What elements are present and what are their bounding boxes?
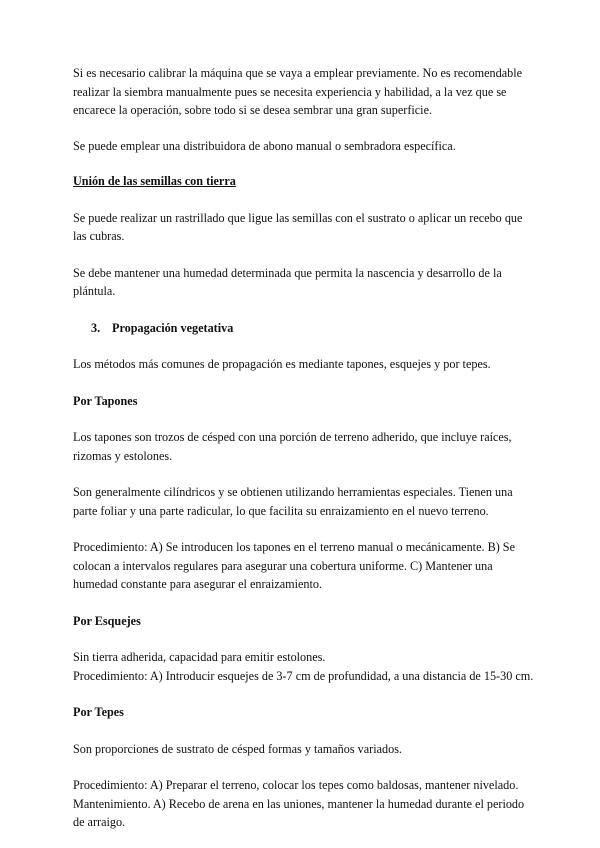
paragraph-tapones-shape: Son generalmente cilíndricos y se obtienen utilizando herramientas especiales. Tienen una parte foliar y una parte radicular, lo que facilita su enraizamiento en el nuevo terreno. — [73, 485, 513, 518]
heading-number: 3. — [91, 320, 101, 335]
paragraph-humidity: Se debe mantener una humedad determinada que permita la nascencia y desarrollo de la plántula. — [73, 265, 502, 298]
heading-tapones: Por Tapones — [73, 393, 138, 408]
paragraph-tapones-definition: Los tapones son trozos de césped con una porción de terreno adherido, que incluye raíces, rizomas y estolones. — [73, 430, 512, 463]
paragraph-tepes-definition: Son proporciones de sustrato de césped formas y tamaños variados. — [73, 741, 402, 756]
paragraph-tepes-procedure: Procedimiento: A) Preparar el terreno, colocar los tepes como baldosas, mantener nivelado. — [73, 778, 519, 792]
paragraph-methods: Los métodos más comunes de propagación es mediante tapones, esquejes y por tepes. — [73, 357, 491, 371]
heading-vegetative-propagation — [73, 319, 535, 338]
paragraph-tepes-maintenance: Mantenimiento. A) Recebo de arena en las uniones, mantener la humedad durante el periodo de arraigo. — [73, 796, 525, 829]
paragraph-distributor: Se puede emplear una distribuidora de abono manual o sembradora específica. — [73, 138, 456, 153]
heading-seed-soil-union: Unión de las semillas con tierra — [73, 174, 236, 188]
heading-tepes: Por Tepes — [73, 705, 124, 719]
paragraph-calibration: Si es necesario calibrar la máquina que se vaya a emplear previamente. No es recomendable realizar la siembra manualmente pues se necesita experiencia y habilidad, a la vez que se encarece la operación, sobre todo si se desea sembrar una gran superficie. — [73, 66, 523, 117]
heading-text: Propagación vegetativa — [112, 320, 234, 335]
paragraph-esquejes-procedure: Procedimiento: A) Introducir esquejes de 3-7 cm de profundidad, a una distancia de 15-30 cm. — [73, 668, 534, 683]
paragraph-esquejes-description: Sin tierra adherida, capacidad para emitir estolones. — [73, 650, 326, 664]
heading-esquejes: Por Esquejes — [73, 613, 141, 628]
paragraph-raking: Se puede realizar un rastrillado que ligue las semillas con el sustrato o aplicar un recebo que las cubras. — [73, 210, 523, 243]
paragraph-tapones-procedure: Procedimiento: A) Se introducen los tapones en el terreno manual o mecánicamente. B) Se colocan a intervalos regulares para asegurar una cobertura uniforme. C) Mantener una humedad constante para asegurar el enraizamiento. — [73, 540, 515, 591]
document-page — [73, 64, 535, 832]
